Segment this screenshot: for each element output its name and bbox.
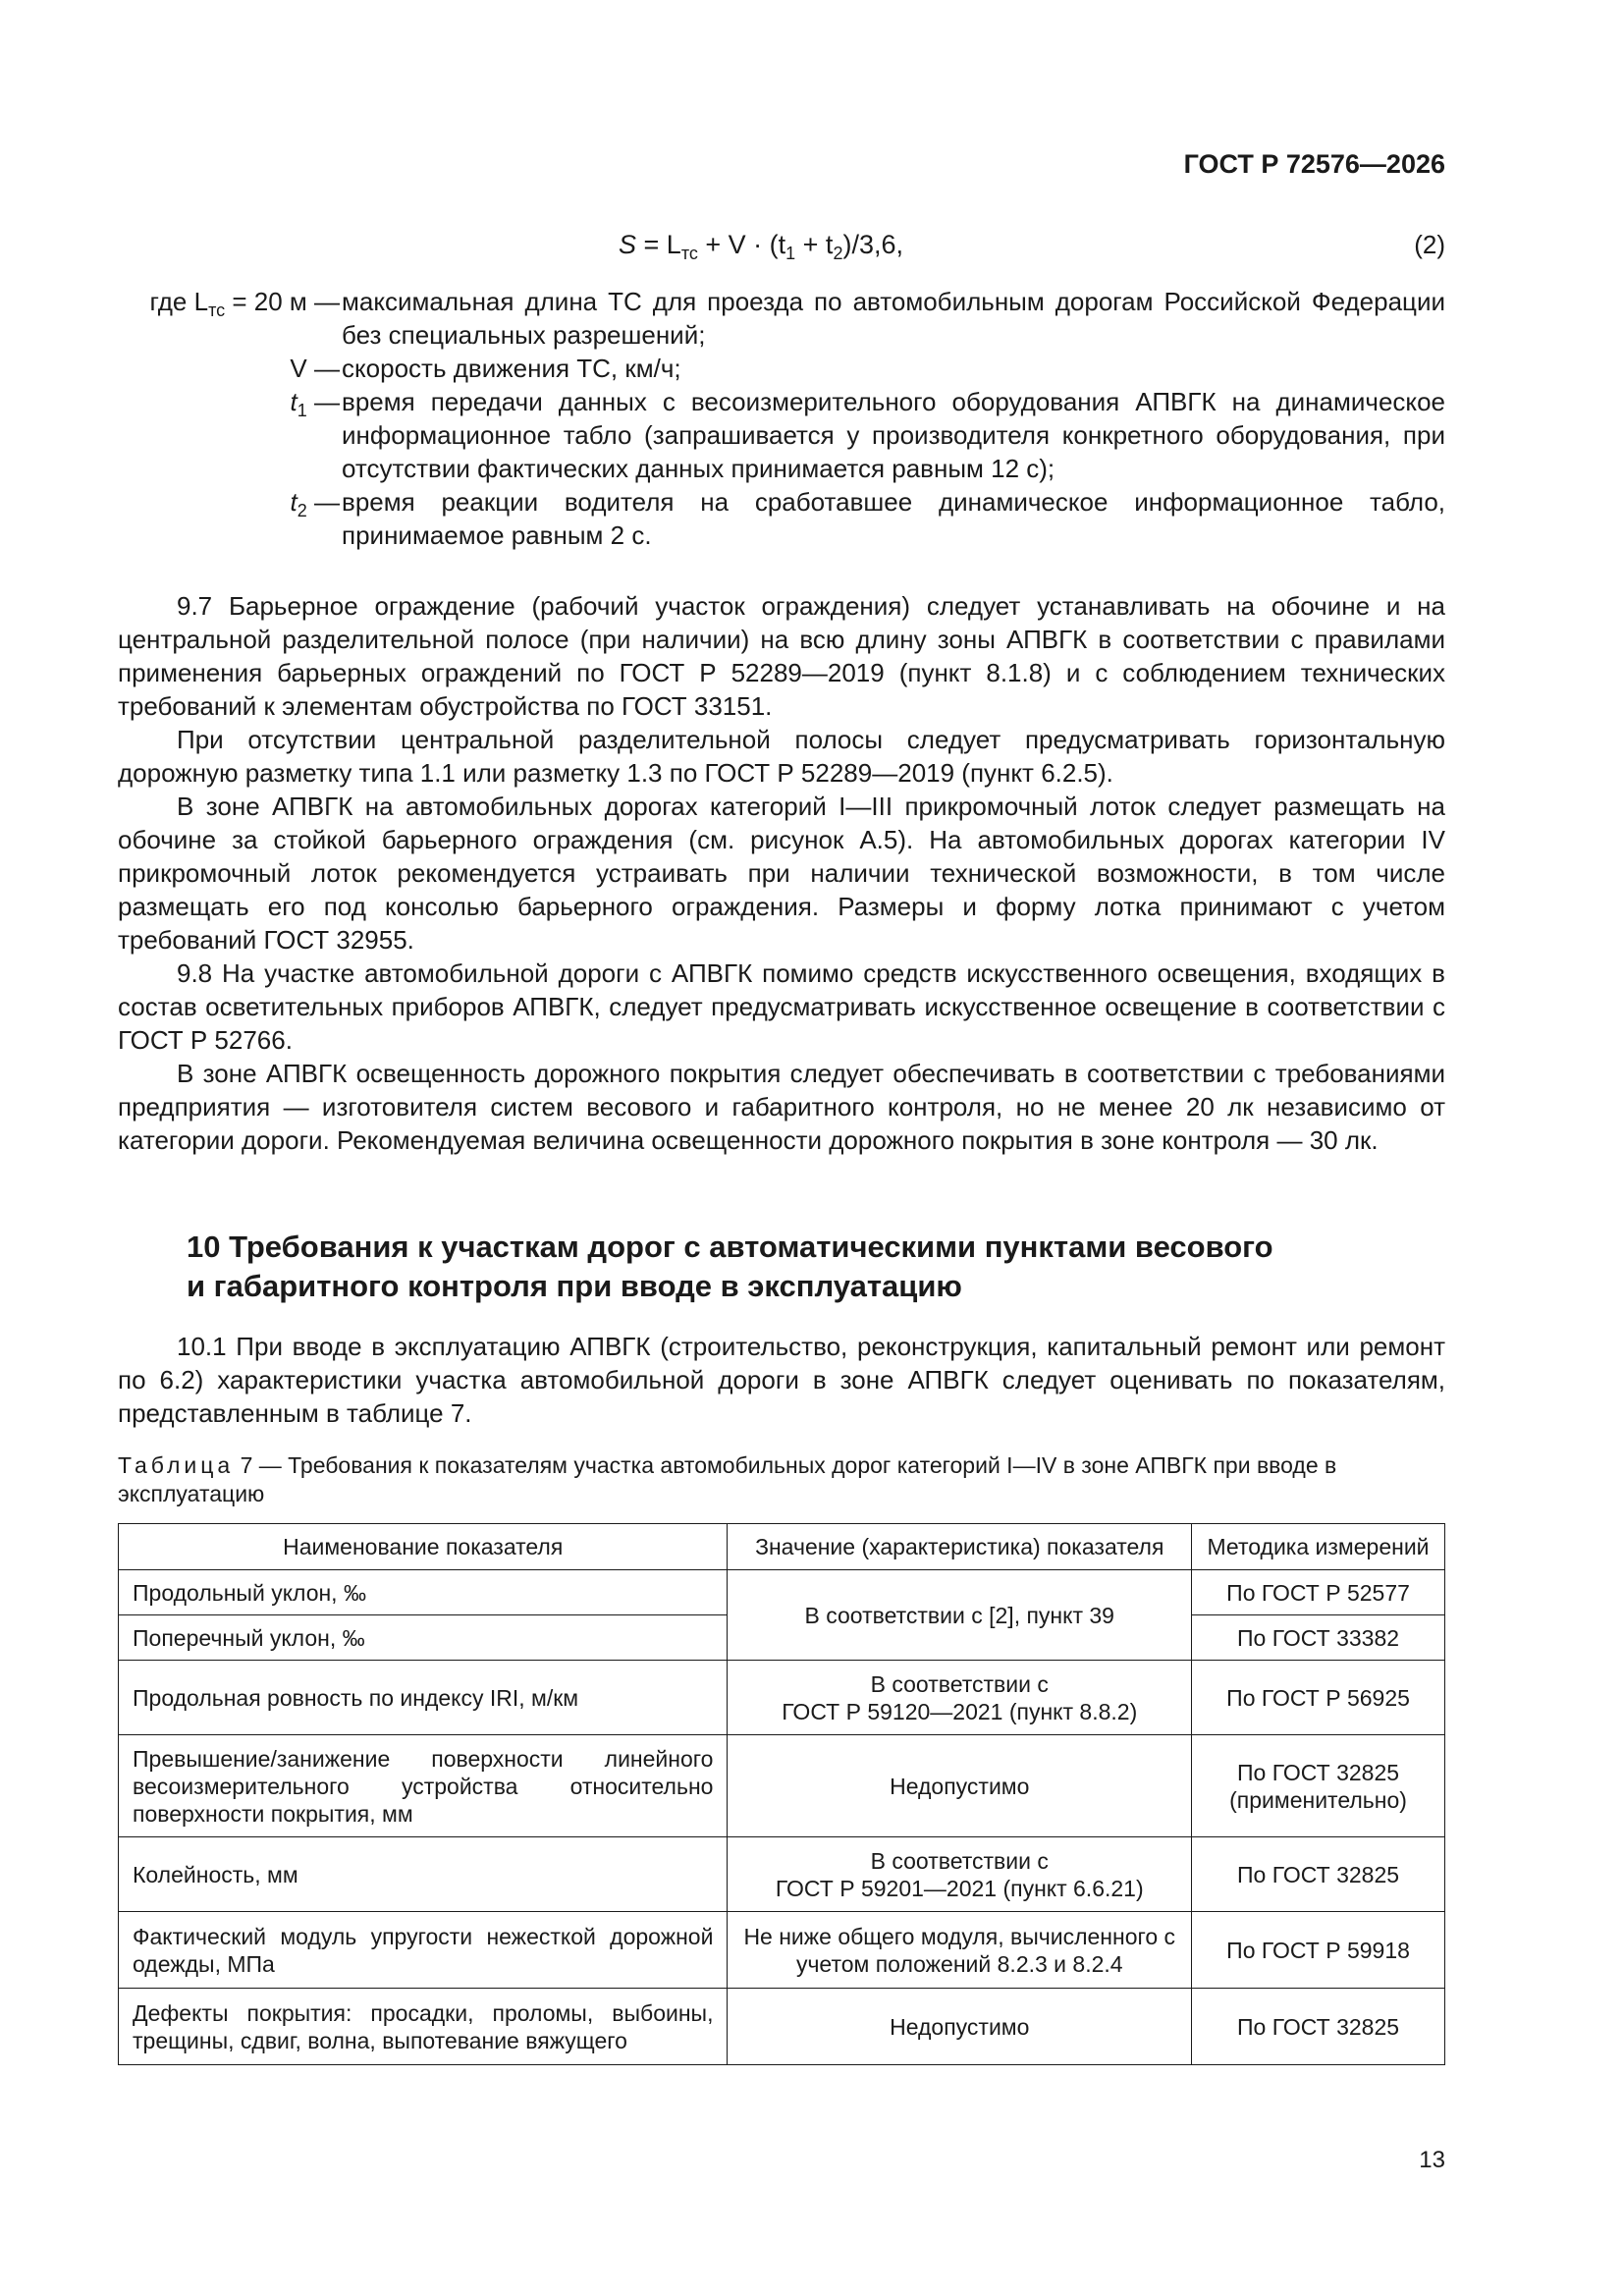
definition-term: $t_2$ —: [290, 487, 340, 520]
standard-code: ГОСТ Р 72576—2026: [1183, 149, 1445, 179]
table-cell: По ГОСТ 32825: [1192, 1989, 1445, 2065]
paragraph-9-7: 9.7 Барьерное ограждение (рабочий участок ограждения) следует устанавливать на обочине и на центральной разделительной полосе (при наличии) на всю длину зоны АПВГК в соответствии с правилами применения барьерных ограждений по ГОСТ Р 52289—2019 (пункт 8.1.8) и с соблюдением технических требований к элементам обустройства по ГОСТ 33151.: [118, 591, 1445, 721]
section-9-text: [118, 589, 1445, 1157]
definition-ltc: [118, 285, 1445, 352]
table-row: [119, 1661, 1445, 1735]
formula-expression: $S = L_{тс} + V \cdot (t_1 + t_2)/3,6$,: [619, 230, 903, 263]
paragraph: При отсутствии центральной разделительной полосы следует предусматривать горизонтальную дорожную разметку типа 1.1 или разметку 1.3 по ГОСТ Р 52289—2019 (пункт 6.2.5).: [118, 725, 1445, 788]
definition-text: максимальная длина ТС для проезда по автомобильным дорогам Российской Федерации без специальных разрешений;: [342, 287, 1445, 350]
formula-2: [118, 228, 1445, 263]
definition-term: $t_1$ —: [290, 387, 340, 420]
definition-v: [118, 352, 1445, 385]
column-header: Значение (характеристика) показателя: [728, 1524, 1192, 1570]
table-cell: Дефекты покрытия: просадки, проломы, выбоины, трещины, сдвиг, волна, выпотевание вяжущего: [119, 1989, 728, 2065]
paragraph: В зоне АПВГК на автомобильных дорогах категорий I—III прикромочный лоток следует размещать на обочине за стойкой барьерного ограждения (см. рисунок А.5). На автомобильных дорогах категории IV прикромочный лоток рекомендуется устраивать при наличии технической возможности, в том числе размещать его под консолью барьерного ограждения. Размеры и форму лотка принимают с учетом требований ГОСТ 32955.: [118, 792, 1445, 955]
document-page: [118, 0, 1445, 2296]
table-cell: По ГОСТ 32825 (применительно): [1192, 1735, 1445, 1837]
table-row: [119, 1735, 1445, 1837]
table-cell: Колейность, мм: [119, 1837, 728, 1912]
formula-definitions: [118, 285, 1445, 552]
paragraph-9-8: 9.8 На участке автомобильной дороги с АПВГК помимо средств искусственного освещения, входящих в состав осветительных приборов АПВГК, следует предусматривать искусственное освещение в соответствии с ГОСТ Р 52766.: [118, 958, 1445, 1055]
paragraph: В зоне АПВГК освещенность дорожного покрытия следует обеспечивать в соответствии с требованиями предприятия — изготовителя систем весового и габаритного контроля, но не менее 20 лк независимо от категории дороги. Рекомендуемая величина освещенности дорожного покрытия в зоне контроля — 30 лк.: [118, 1059, 1445, 1155]
table-cell: В соответствии с ГОСТ Р 59120—2021 (пункт 8.8.2): [728, 1661, 1192, 1735]
table-row: [119, 1912, 1445, 1989]
requirements-table: [118, 1523, 1445, 2065]
definition-text: скорость движения ТС, км/ч;: [342, 354, 681, 383]
page-number: 13: [1419, 2147, 1445, 2173]
table-cell: Превышение/занижение поверхности линейного весоизмерительного устройства относительно поверхности покрытия, мм: [119, 1735, 728, 1837]
table-cell: По ГОСТ 32825: [1192, 1837, 1445, 1912]
section-10-text: [118, 1330, 1445, 1430]
column-header: Наименование показателя: [119, 1524, 728, 1570]
table-cell: Не ниже общего модуля, вычисленного с учетом положений 8.2.3 и 8.2.4: [728, 1912, 1192, 1989]
table-cell: Продольная ровность по индексу IRI, м/км: [119, 1661, 728, 1735]
table-row: [119, 1837, 1445, 1912]
table-cell: Недопустимо: [728, 1735, 1192, 1837]
table-cell: По ГОСТ 33382: [1192, 1615, 1445, 1661]
definition-term: V —: [290, 354, 340, 383]
table-row: [119, 1989, 1445, 2065]
table-caption: Таблица 7 — Требования к показателям участка автомобильных дорог категорий I—IV в зоне АПВГК при вводе в эксплуатацию: [118, 1452, 1337, 1506]
table-cell: Недопустимо: [728, 1989, 1192, 2065]
table-cell: По ГОСТ Р 59918: [1192, 1912, 1445, 1989]
column-header: Методика измерений: [1192, 1524, 1445, 1570]
formula-number: (2): [1414, 230, 1445, 259]
definition-term: где $L_{тс} = 20$ м —: [149, 287, 340, 320]
table-cell: В соответствии с ГОСТ Р 59201—2021 (пункт 6.6.21): [728, 1837, 1192, 1912]
table-header-row: [119, 1524, 1445, 1570]
table-row: [119, 1570, 1445, 1615]
section-10-heading: 10 Требования к участкам дорог с автоматическими пунктами весового и габаритного контроля при вводе в эксплуатацию: [187, 1230, 1273, 1303]
table-cell: Фактический модуль упругости нежесткой дорожной одежды, МПа: [119, 1912, 728, 1989]
definition-text: время передачи данных с весоизмерительного оборудования АПВГК на динамическое информационное табло (запрашивается у производителя конкретного оборудования, при отсутствии фактических данных принимается равным 12 с);: [342, 387, 1445, 483]
definition-t1: [118, 385, 1445, 485]
table-cell: Поперечный уклон, ‰: [119, 1615, 728, 1661]
definition-text: время реакции водителя на сработавшее динамическое информационное табло, принимаемое равным 2 с.: [342, 487, 1445, 550]
table-cell: По ГОСТ Р 52577: [1192, 1570, 1445, 1615]
definition-t2: [118, 485, 1445, 552]
paragraph-10-1: 10.1 При вводе в эксплуатацию АПВГК (строительство, реконструкция, капитальный ремонт или ремонт по 6.2) характеристики участка автомобильной дороги в зоне АПВГК следует оценивать по показателям, представленным в таблице 7.: [118, 1332, 1445, 1428]
table-cell: Продольный уклон, ‰: [119, 1570, 728, 1615]
table-cell: По ГОСТ Р 56925: [1192, 1661, 1445, 1735]
table-cell: В соответствии с [2], пункт 39: [728, 1570, 1192, 1661]
